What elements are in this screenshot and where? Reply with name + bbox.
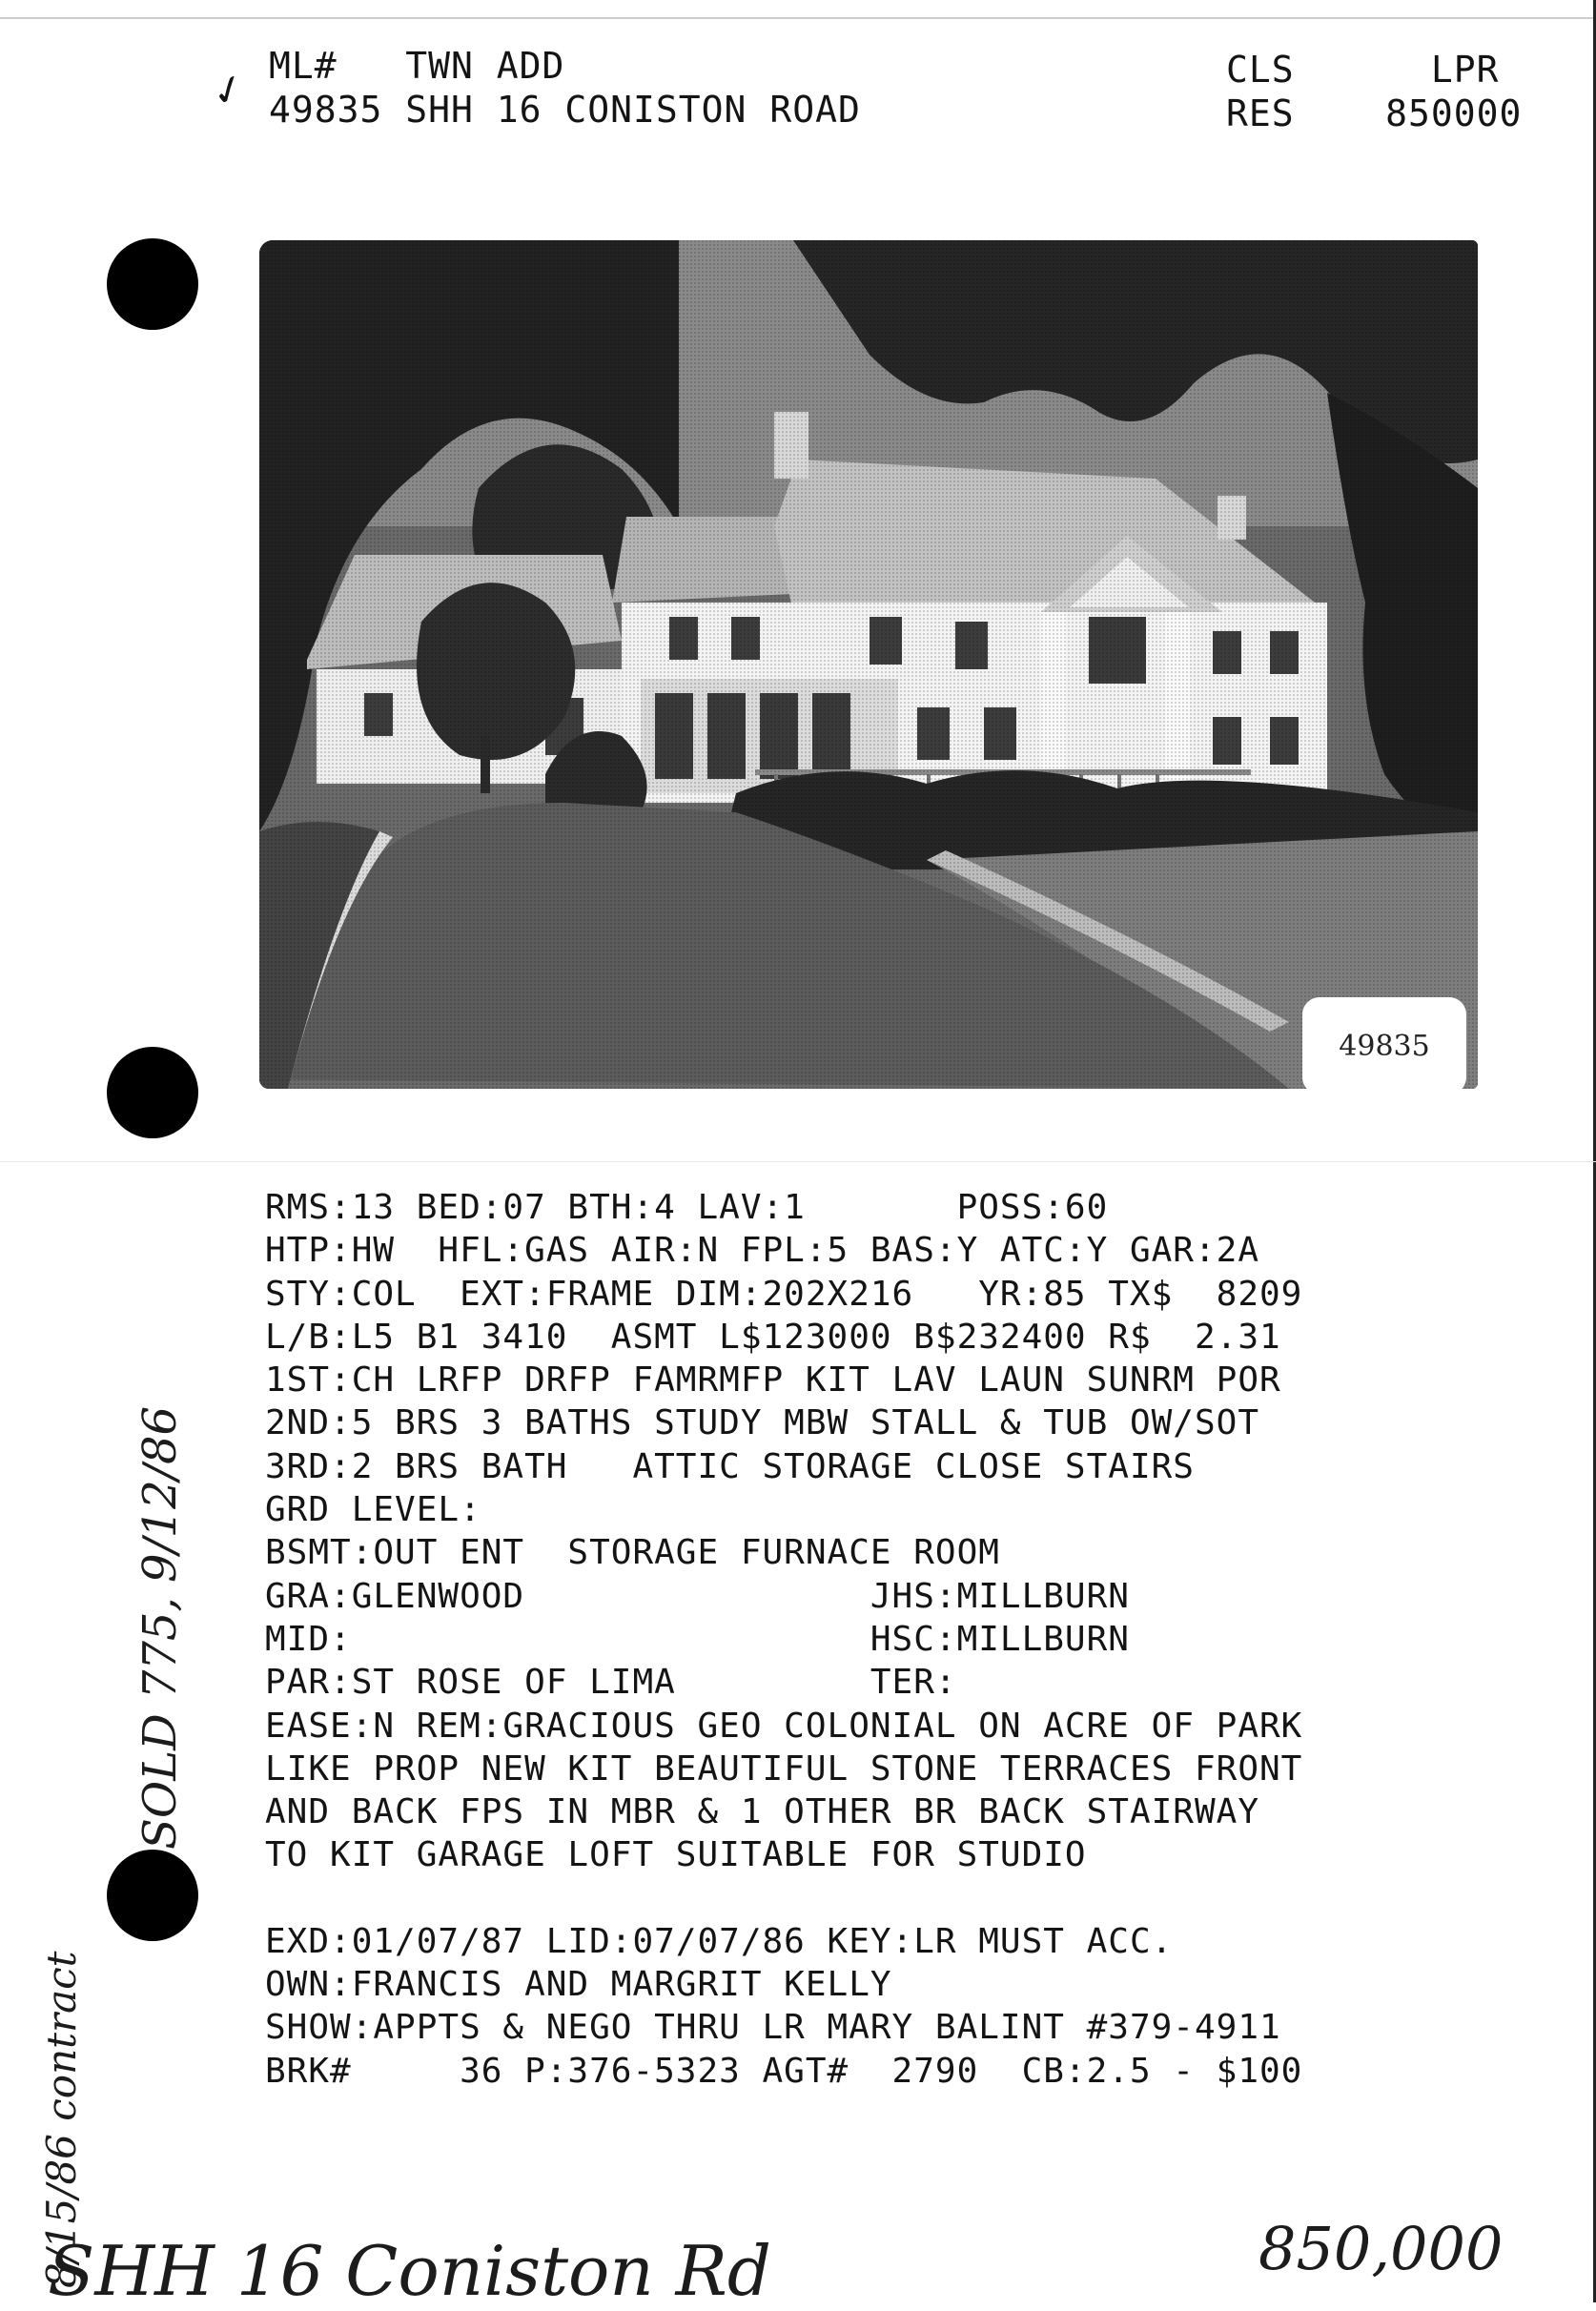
header-labels-right: CLS LPR (1226, 49, 1500, 91)
detail-line: 2ND:5 BRS 3 BATHS STUDY MBW STALL & TUB OW/SOT (265, 1403, 1259, 1443)
page-crease (0, 1161, 1596, 1162)
detail-line: SHOW:APPTS & NEGO THRU LR MARY BALINT #379-4911 (265, 2008, 1281, 2048)
check-mark: ✓ (204, 62, 253, 118)
detail-line: PAR:ST ROSE OF LIMA TER: (265, 1663, 957, 1703)
detail-line: BSMT:OUT ENT STORAGE FURNACE ROOM (265, 1533, 1000, 1573)
header-values-right: RES 850000 (1226, 92, 1523, 134)
photo-listing-number: 49835 (1302, 997, 1466, 1094)
handwritten-address: SHH 16 Coniston Rd (48, 2231, 771, 2311)
binder-hole-bottom (107, 1850, 198, 1941)
detail-line: AND BACK FPS IN MBR & 1 OTHER BR BACK STAIRWAY (265, 1792, 1259, 1832)
detail-line: LIKE PROP NEW KIT BEAUTIFUL STONE TERRACES FRONT (265, 1749, 1303, 1789)
handwritten-sold-note: SOLD 775, 9/12/86 (133, 1405, 187, 1850)
handwritten-contract-note: 8/15/86 contract (38, 1951, 85, 2288)
header-values-left: 49835 SHH 16 CONISTON ROAD (269, 89, 861, 131)
detail-line: BRK# 36 P:376-5323 AGT# 2790 CB:2.5 - $100 (265, 2051, 1303, 2091)
detail-line: RMS:13 BED:07 BTH:4 LAV:1 POSS:60 (265, 1188, 1109, 1227)
detail-line: EXD:01/07/87 LID:07/07/86 KEY:LR MUST ACC. (265, 1921, 1174, 1961)
detail-line: GRA:GLENWOOD JHS:MILLBURN (265, 1576, 1130, 1616)
detail-line: HTP:HW HFL:GAS AIR:N FPL:5 BAS:Y ATC:Y GAR:2A (265, 1231, 1259, 1271)
detail-line: MID: HSC:MILLBURN (265, 1619, 1130, 1659)
house-photo (259, 240, 1478, 1089)
listing-details (265, 1186, 1302, 2093)
binder-hole-middle (107, 1047, 198, 1138)
header-labels-left: ML# TWN ADD (269, 45, 565, 87)
detail-line: 1ST:CH LRFP DRFP FAMRMFP KIT LAV LAUN SUNRM POR (265, 1360, 1281, 1401)
page-top-edge (0, 17, 1596, 19)
detail-line: GRD LEVEL: (265, 1490, 481, 1530)
handwritten-price: 850,000 (1258, 2214, 1504, 2283)
detail-line: TO KIT GARAGE LOFT SUITABLE FOR STUDIO (265, 1835, 1087, 1875)
detail-line: L/B:L5 B1 3410 ASMT L$123000 B$232400 R$ 2.31 (265, 1317, 1281, 1357)
house-illustration (259, 240, 1478, 1089)
binder-hole-top (107, 238, 198, 330)
detail-line: 3RD:2 BRS BATH ATTIC STORAGE CLOSE STAIRS (265, 1446, 1195, 1486)
section-gap (265, 1877, 1302, 1920)
detail-line: STY:COL EXT:FRAME DIM:202X216 YR:85 TX$ 8209 (265, 1274, 1303, 1314)
detail-line: OWN:FRANCIS AND MARGRIT KELLY (265, 1965, 892, 2005)
detail-line: EASE:N REM:GRACIOUS GEO COLONIAL ON ACRE OF PARK (265, 1706, 1303, 1746)
